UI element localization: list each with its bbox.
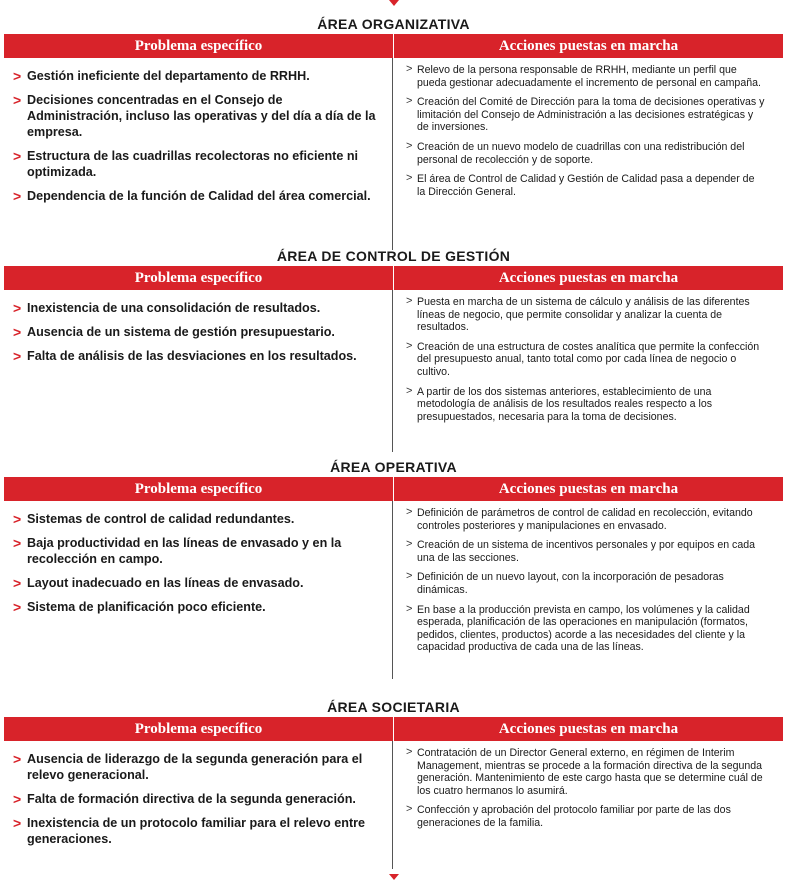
action-item: > Puesta en marcha de un sistema de cálculo y análisis de las diferentes líneas de negocio, que permite consolidar y analizar la cuenta de resultados.	[406, 295, 750, 334]
section-title: ÁREA OPERATIVA	[330, 459, 457, 475]
problems-column	[4, 501, 393, 679]
problem-item: > Baja productividad en las líneas de envasado y en la recolección en campo.	[13, 535, 342, 566]
action-item: > En base a la producción prevista en campo, los volúmenes y la calidad esperada, planificación de las operaciones en manipulación (formatos, pedidos, clientes, productos) acorde a las necesidades del cliente y la capacidad productiva de cada una de las líneas.	[406, 602, 750, 654]
chevron-right-icon: >	[13, 599, 22, 615]
problem-item: > Estructura de las cuadrillas recolectoras no eficiente ni optimizada.	[13, 148, 359, 179]
section-societaria	[0, 697, 787, 869]
table-body	[4, 58, 783, 250]
chevron-right-icon: >	[406, 538, 413, 551]
chevron-right-icon: >	[13, 92, 22, 108]
actions-column	[393, 501, 783, 679]
header-problem: Problema específico	[4, 717, 394, 741]
table-body	[4, 501, 783, 679]
table-header	[4, 477, 783, 501]
actions-column	[393, 58, 783, 250]
section-control-gestion	[0, 246, 787, 452]
chevron-right-icon: >	[406, 295, 413, 307]
header-actions: Acciones puestas en marcha	[498, 270, 679, 286]
chevron-right-icon: >	[406, 172, 413, 185]
chevron-right-icon: >	[13, 815, 22, 831]
chevron-right-icon: >	[406, 602, 413, 615]
problem-item: > Layout inadecuado en las líneas de envasado.	[13, 575, 304, 591]
problem-item: > Decisiones concentradas en el Consejo de Administración, incluso las operativas y del día a día de la empresa.	[13, 92, 376, 139]
chevron-right-icon: >	[13, 68, 22, 84]
chevron-right-icon: >	[13, 148, 22, 164]
problem-item: > Sistemas de control de calidad redundantes.	[13, 511, 295, 527]
header-actions: Acciones puestas en marcha	[498, 721, 679, 737]
section-title: ÁREA DE CONTROL DE GESTIÓN	[276, 248, 511, 264]
table-body	[4, 290, 783, 452]
header-problem: Problema específico	[4, 266, 394, 290]
chevron-right-icon: >	[406, 803, 413, 816]
problems-column	[4, 58, 393, 250]
actions-column	[393, 741, 783, 869]
action-item: > Creación del Comité de Dirección para la toma de decisiones operativas y limitación del Consejo de Administración a las decisiones estratégicas y de inversiones.	[406, 95, 765, 134]
actions-column	[393, 290, 783, 452]
action-item: > El área de Control de Calidad y Gestión de Calidad pasa a depender de la Dirección General.	[406, 172, 755, 198]
chevron-right-icon: >	[406, 63, 413, 75]
action-item: > Creación de una estructura de costes analítica que permite la confección del presupuesto anual, tanto total como por cada línea de negocio o cultivo.	[406, 339, 760, 378]
action-item: > Confección y aprobación del protocolo familiar por parte de las dos generaciones de la familia.	[406, 803, 731, 829]
problems-column	[4, 741, 393, 869]
chevron-right-icon: >	[13, 791, 22, 807]
chevron-right-icon: >	[406, 139, 413, 152]
chevron-right-icon: >	[13, 751, 22, 767]
top-arrow	[389, 0, 399, 6]
problem-item: > Falta de análisis de las desviaciones en los resultados.	[13, 348, 357, 364]
problem-item: > Dependencia de la función de Calidad del área comercial.	[13, 188, 371, 204]
chevron-right-icon: >	[406, 570, 413, 583]
chevron-right-icon: >	[13, 511, 22, 527]
header-problem: Problema específico	[4, 34, 394, 58]
table-header	[4, 266, 783, 290]
problem-item: > Inexistencia de un protocolo familiar para el relevo entre generaciones.	[13, 815, 366, 846]
section-title: ÁREA SOCIETARIA	[327, 699, 460, 715]
action-item: > A partir de los dos sistemas anteriores, establecimiento de una metodología de análisis de los resultados reales respecto a los presupuestados, necesaria para la toma de decisiones.	[406, 384, 713, 423]
chevron-right-icon: >	[13, 575, 22, 591]
chevron-right-icon: >	[13, 348, 22, 364]
action-item: > Creación de un sistema de incentivos personales y por equipos en cada una de las secciones.	[406, 538, 756, 564]
chevron-right-icon: >	[406, 506, 413, 518]
section-title: ÁREA ORGANIZATIVA	[317, 16, 470, 32]
header-actions: Acciones puestas en marcha	[498, 38, 679, 54]
chevron-right-icon: >	[406, 384, 413, 397]
chevron-right-icon: >	[406, 95, 413, 108]
problem-item: > Ausencia de un sistema de gestión presupuestario.	[13, 324, 335, 340]
header-problem: Problema específico	[4, 477, 394, 501]
chevron-right-icon: >	[406, 339, 413, 352]
problems-column	[4, 290, 393, 452]
table-header	[4, 717, 783, 741]
chevron-right-icon: >	[13, 300, 22, 316]
table-body	[4, 741, 783, 869]
section-organizativa	[0, 14, 787, 250]
problem-item: > Falta de formación directiva de la segunda generación.	[13, 791, 356, 807]
bottom-arrow	[389, 874, 399, 880]
action-item: > Relevo de la persona responsable de RRHH, mediante un perfil que pueda gestionar adecuadamente el incremento de personal en campaña.	[406, 63, 761, 89]
problem-item: > Ausencia de liderazgo de la segunda generación para el relevo generacional.	[13, 751, 363, 782]
chevron-right-icon: >	[13, 535, 22, 551]
action-item: > Definición de parámetros de control de calidad en recolección, evitando controles posteriores y manipulaciones en envasado.	[406, 506, 753, 532]
action-item: > Creación de un nuevo modelo de cuadrillas con una redistribución del personal de recolección y de soporte.	[406, 139, 745, 166]
problem-item: > Inexistencia de una consolidación de resultados.	[13, 300, 321, 316]
chevron-right-icon: >	[406, 746, 413, 758]
problem-item: > Gestión ineficiente del departamento de RRHH.	[13, 68, 310, 84]
action-item: > Contratación de un Director General externo, en régimen de Interim Management, mientras se procede a la formación directiva de la segunda generación. Mantenimiento de este cargo hasta que se determine cuál de los cuatro hermanos lo asumirá.	[406, 746, 763, 797]
problem-item: > Sistema de planificación poco eficiente.	[13, 599, 266, 615]
chevron-right-icon: >	[13, 188, 22, 204]
header-actions: Acciones puestas en marcha	[498, 481, 679, 497]
section-operativa	[0, 457, 787, 679]
action-item: > Definición de un nuevo layout, con la incorporación de pesadoras dinámicas.	[406, 570, 724, 596]
table-header	[4, 34, 783, 58]
chevron-right-icon: >	[13, 324, 22, 340]
